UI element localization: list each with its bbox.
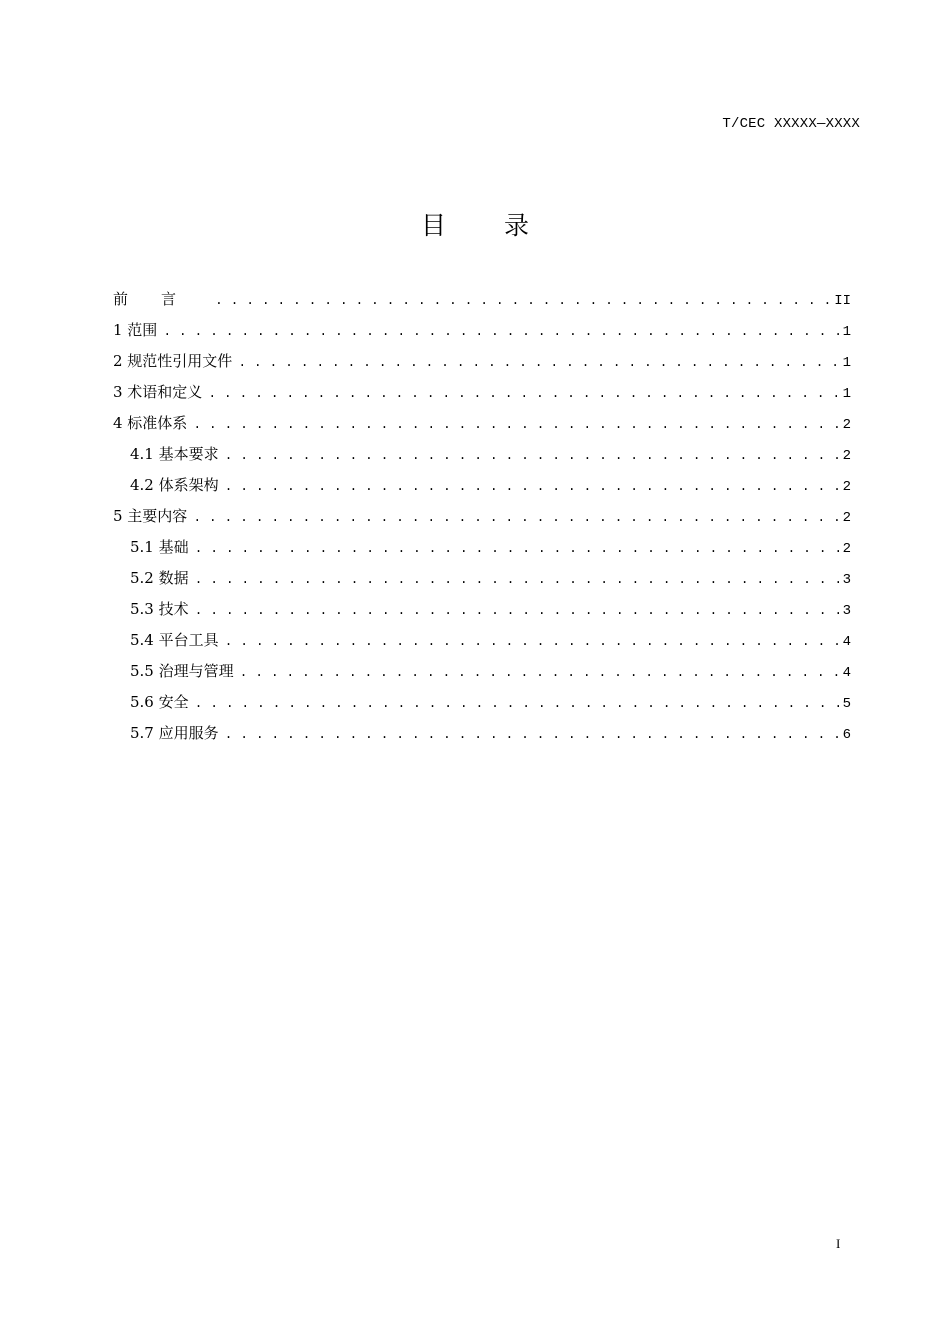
- toc-entry-page: 3: [842, 603, 851, 619]
- toc-entry-governance-management[interactable]: [113, 656, 851, 687]
- toc-entry-label: 3 术语和定义: [113, 383, 203, 401]
- toc-entry-page: 2: [842, 417, 851, 433]
- toc-entry-page: 4: [842, 665, 851, 681]
- toc-entry-terms-definitions[interactable]: [113, 377, 851, 408]
- toc-entry-label: 5.3 技术: [130, 600, 189, 618]
- toc-entry-normative-references[interactable]: [113, 346, 851, 377]
- toc-leader-dots: [232, 347, 839, 378]
- toc-entry-page: 2: [842, 541, 851, 557]
- toc-entry-basic-requirements[interactable]: [113, 439, 851, 470]
- toc-entry-label: 4.1 基本要求: [130, 445, 219, 463]
- toc-entry-label: 5.7 应用服务: [130, 724, 219, 742]
- toc-leader-dots: [189, 688, 839, 719]
- toc-entry-label: 5.5 治理与管理: [130, 662, 234, 680]
- toc-entry-page: 5: [842, 696, 851, 712]
- toc-entry-page: 3: [842, 572, 851, 588]
- page-title: 目录: [420, 211, 587, 240]
- toc-leader-dots: [187, 502, 839, 533]
- toc-entry-label: 前言: [113, 290, 210, 308]
- toc-entry-data[interactable]: [113, 563, 851, 594]
- toc-leader-dots: [157, 316, 839, 347]
- toc-leader-dots: [219, 626, 839, 657]
- toc-entry-label: 4 标准体系: [113, 414, 188, 432]
- toc-entry-label: 5.1 基础: [130, 538, 189, 556]
- toc-entry-foundation[interactable]: [113, 532, 851, 563]
- table-of-contents: [113, 284, 851, 749]
- toc-entry-page: 1: [842, 386, 851, 402]
- toc-leader-dots: [189, 564, 839, 595]
- toc-entry-main-content[interactable]: [113, 501, 851, 532]
- toc-entry-page: 6: [842, 727, 851, 743]
- toc-entry-standard-system[interactable]: [113, 408, 851, 439]
- document-code: T/CEC XXXXX—XXXX: [722, 116, 860, 132]
- toc-entry-technology[interactable]: [113, 594, 851, 625]
- toc-entry-page: 1: [842, 355, 851, 371]
- toc-entry-security[interactable]: [113, 687, 851, 718]
- toc-entry-application-services[interactable]: [113, 718, 851, 749]
- toc-entry-platform-tools[interactable]: [113, 625, 851, 656]
- toc-entry-label: 5.2 数据: [130, 569, 189, 587]
- toc-entry-page: 1: [842, 324, 851, 340]
- toc-entry-page: 2: [842, 448, 851, 464]
- toc-leader-dots: [202, 378, 839, 409]
- toc-entry-label: 4.2 体系架构: [130, 476, 219, 494]
- toc-entry-system-architecture[interactable]: [113, 470, 851, 501]
- toc-entry-preface[interactable]: [113, 284, 851, 315]
- toc-entry-label: 5.6 安全: [130, 693, 189, 711]
- toc-leader-dots: [219, 440, 839, 471]
- toc-leader-dots: [234, 657, 839, 688]
- toc-entry-page: 2: [842, 479, 851, 495]
- toc-entry-label: 1 范围: [113, 321, 158, 339]
- toc-leader-dots: [219, 471, 839, 502]
- toc-entry-page: II: [834, 293, 851, 309]
- toc-leader-dots: [189, 595, 839, 626]
- page-number: I: [836, 1236, 841, 1251]
- toc-leader-dots: [187, 409, 839, 440]
- toc-entry-label: 2 规范性引用文件: [113, 352, 233, 370]
- toc-entry-scope[interactable]: [113, 315, 851, 346]
- toc-leader-dots: [189, 533, 839, 564]
- toc-entry-page: 2: [842, 510, 851, 526]
- toc-leader-dots: [209, 285, 834, 316]
- toc-entry-label: 5.4 平台工具: [130, 631, 219, 649]
- toc-entry-label: 5 主要内容: [113, 507, 188, 525]
- toc-entry-page: 4: [842, 634, 851, 650]
- toc-leader-dots: [219, 719, 839, 750]
